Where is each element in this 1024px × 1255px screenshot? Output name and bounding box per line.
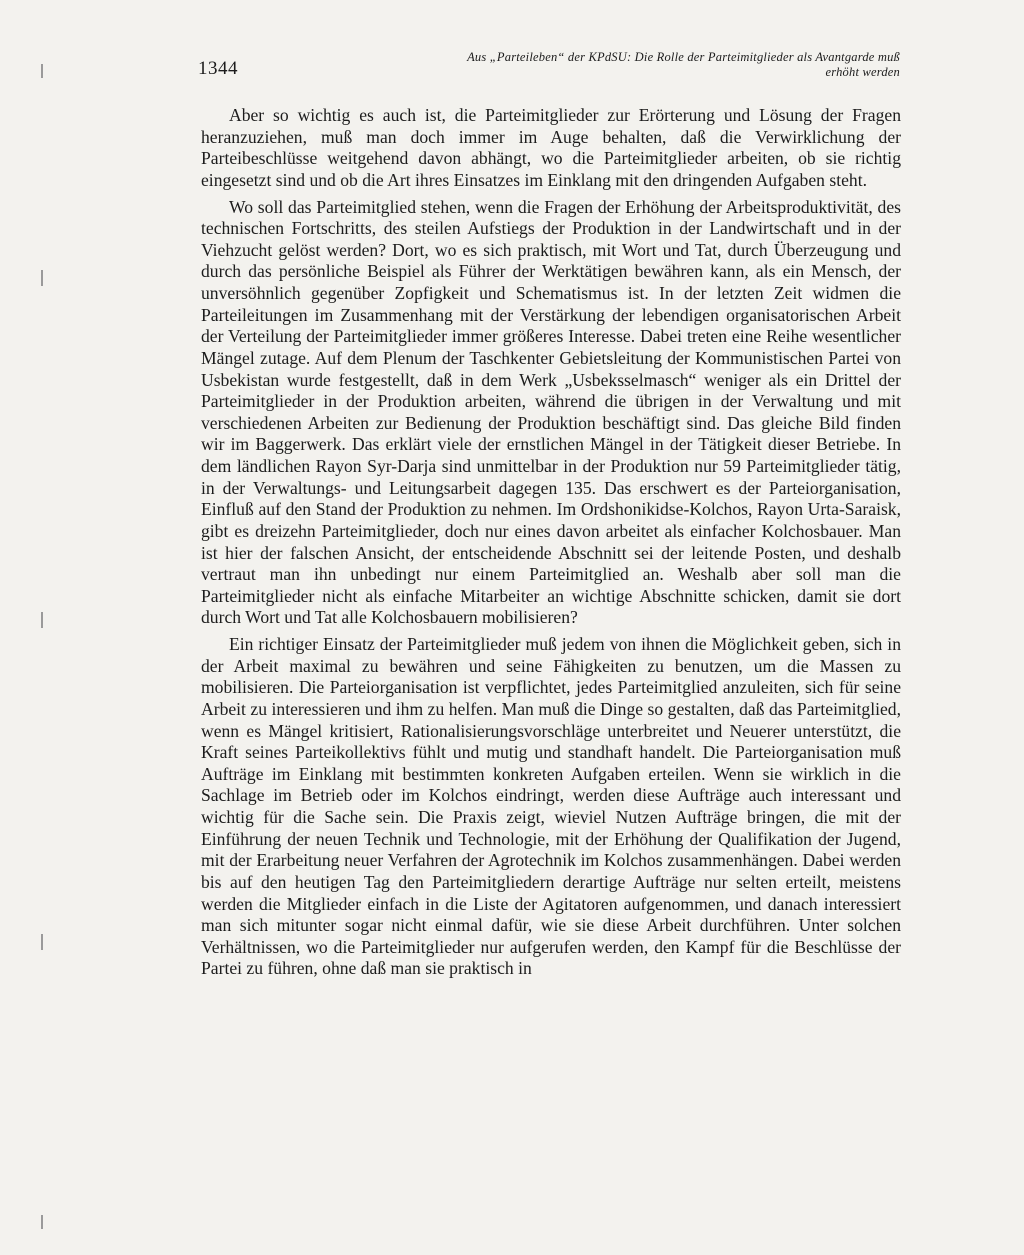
running-head-line-1: Aus „Parteileben“ der KPdSU: Die Rolle der Parteimitglieder als Avantgarde muß <box>467 50 900 64</box>
margin-mark <box>41 64 43 78</box>
running-head <box>340 50 900 80</box>
margin-mark <box>41 612 43 628</box>
page-number: 1344 <box>198 58 238 79</box>
margin-mark <box>41 1215 43 1229</box>
margin-mark <box>41 934 43 950</box>
margin-mark <box>41 270 43 286</box>
body-text <box>201 105 901 980</box>
paragraph-3: Ein richtiger Einsatz der Parteimitglieder muß jedem von ihnen die Möglichkeit geben, sich in der Arbeit maximal zu bewähren und seine Fähigkeiten zu benutzen, um die Massen zu mobilisieren. Die Parteiorganisation ist verpflichtet, jedes Parteimitglied anzuleiten, sich für seine Arbeit zu interessieren und ihm zu helfen. Man muß die Dinge so gestalten, daß das Parteimitglied, wenn es Mängel kritisiert, Rationalisierungsvorschläge unterbreitet und Neuerer unterstützt, die Kraft seines Parteikollektivs fühlt und mutig und standhaft handelt. Die Parteiorganisation muß Aufträge im Einklang mit bestimmten konkreten Aufgaben erteilen. Wenn sie wirklich in die Sachlage im Betrieb oder im Kolchos eindringt, werden diese Aufträge auch interessant und wichtig für die Sache sein. Die Praxis zeigt, wieviel Nutzen Aufträge bringen, die mit der Einführung der neuen Technik und Technologie, mit der Erhöhung der Qualifikation der Jugend, mit der Erarbeitung neuer Verfahren der Agrotechnik im Kolchos zusammenhängen. Dabei werden bis auf den heutigen Tag den Parteimitgliedern derartige Aufträge nur selten erteilt, meistens werden die Mitglieder einfach in die Liste der Agitatoren aufgenommen, und danach interessiert man sich mitunter sogar nicht einmal dafür, wie sie diese Arbeit durchführen. Unter solchen Verhältnissen, wo die Parteimitglieder nur aufgerufen werden, den Kampf für die Beschlüsse der Partei zu führen, ohne daß man sie praktisch in <box>201 634 901 979</box>
running-head-line-2: erhöht werden <box>825 65 900 79</box>
paragraph-2: Wo soll das Parteimitglied stehen, wenn die Fragen der Erhöhung der Arbeitsproduktivität, des technischen Fortschritts, des steilen Aufstiegs der Produktion in der Landwirtschaft und in der Viehzucht gelöst werden? Dort, wo es sich praktisch, mit Wort und Tat, durch Überzeugung und durch das persönliche Beispiel als Führer der Werktätigen bewähren kann, als ein Mensch, der unversöhnlich gegenüber Zopfigkeit und Schematismus ist. In der letzten Zeit widmen die Parteileitungen im Zusammenhang mit der Verstärkung der lebendigen organisatorischen Arbeit der Verteilung der Parteimitglieder immer größeres Interesse. Dabei treten eine Reihe wesentlicher Mängel zutage. Auf dem Plenum der Taschkenter Gebietsleitung der Kommunistischen Partei von Usbekistan wurde festgestellt, daß in dem Werk „Usbeksselmasch“ weniger als ein Drittel der Parteimitglieder in der Produktion arbeiten, während die übrigen in der Verwaltung und mit verschiedenen Arbeiten zur Bedienung der Produktion beschäftigt sind. Das gleiche Bild finden wir im Baggerwerk. Das erklärt viele der ernstlichen Mängel in der Tätigkeit dieser Betriebe. In dem ländlichen Rayon Syr-Darja sind unmittelbar in der Produktion nur 59 Parteimitglieder tätig, in der Verwaltungs- und Leitungsarbeit dagegen 135. Das erschwert es der Parteiorganisation, Einfluß auf den Stand der Produktion zu nehmen. Im Ordshonikidse-Kolchos, Rayon Urta-Saraisk, gibt es dreizehn Parteimitglieder, doch nur eines davon arbeitet als einfacher Kolchosbauer. Man ist hier der falschen Ansicht, der entscheidende Abschnitt sei der leitende Posten, und deshalb vertraut man ihn unbedingt nur einem Parteimitglied an. Weshalb aber soll man die Parteimitglieder nicht als einfache Mitarbeiter an wichtige Abschnitte schicken, damit sie dort durch Wort und Tat alle Kolchosbauern mobilisieren? <box>201 196 901 628</box>
paragraph-1: Aber so wichtig es auch ist, die Parteimitglieder zur Erörterung und Lösung der Fragen heranzuziehen, muß man doch immer im Auge behalten, daß die Verwirklichung der Parteibeschlüsse weitgehend davon abhängt, wo die Parteimitglieder arbeiten, ob sie richtig eingesetzt sind und ob die Art ihres Einsatzes im Einklang mit den dringenden Aufgaben steht. <box>201 105 901 190</box>
